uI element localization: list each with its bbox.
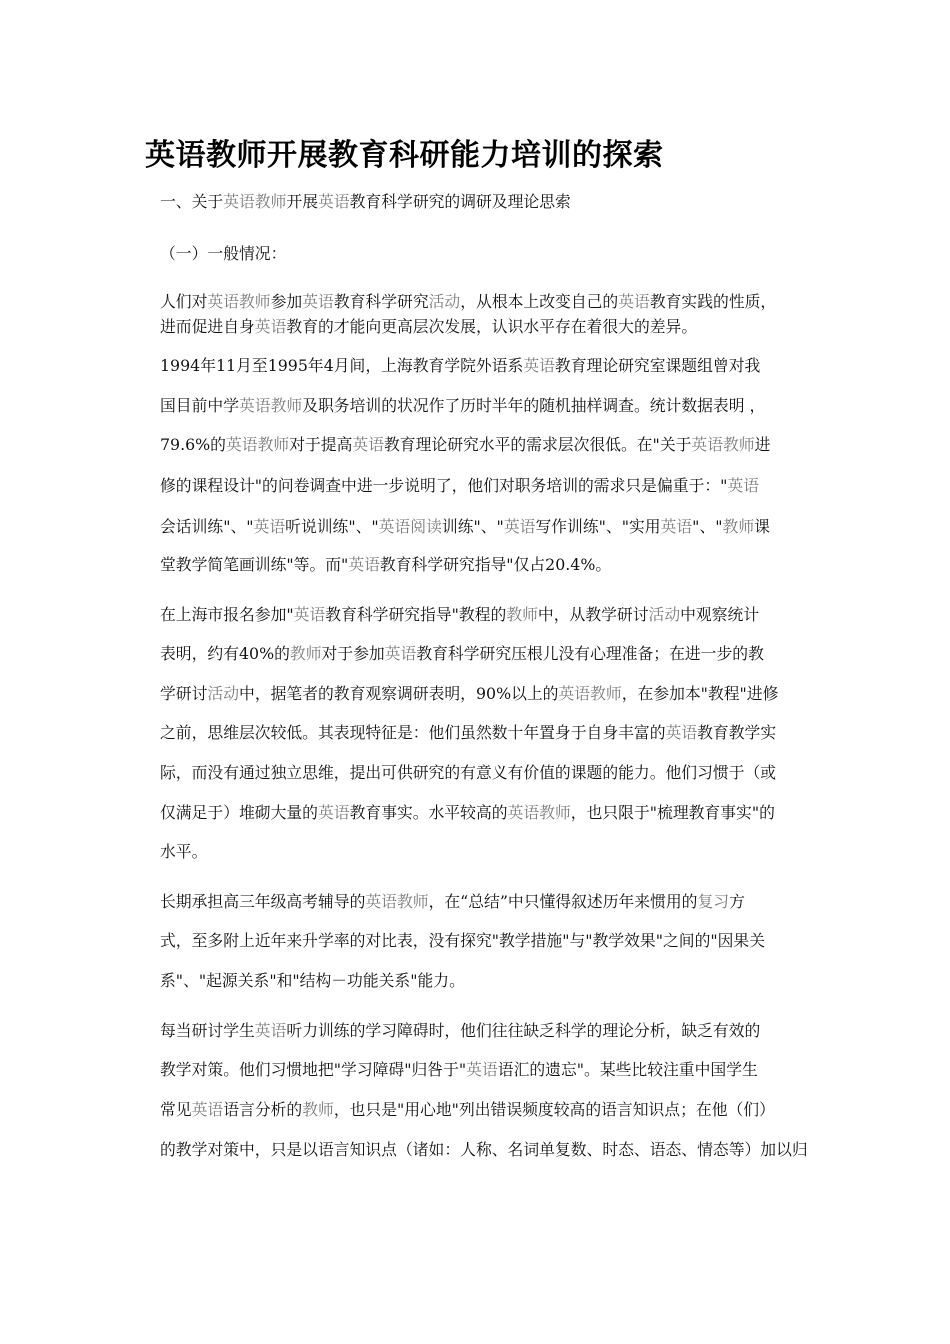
paragraph-line: 仅满足于）堆砌大量的英语教育事实。水平较高的英语教师，也只限于"梳理教育事实"的 [160,803,775,822]
paragraph-line: 在上海市报名参加"英语教育科学研究指导"教程的教师中，从教学研讨活动中观察统计 [160,605,760,624]
paragraph-line: 学研讨活动中，据笔者的教育观察调研表明，90%以上的英语教师，在参加本"教程"进修 [160,684,779,703]
paragraph-line: 人们对英语教师参加英语教育科学研究活动，从根本上改变自己的英语教育实践的性质， [160,292,777,311]
paragraph-line: 常见英语语言分析的教师，也只是"用心地"列出错误频度较高的语言知识点；在他（们） [160,1100,775,1119]
paragraph-line: 修的课程设计"的问卷调查中进一步说明了，他们对职务培训的需求只是偏重于："英语 [160,476,760,495]
paragraph-line: 系"、"起源关系"和"结构－功能关系"能力。 [160,971,465,990]
subsection-heading: （一）一般情况： [160,244,287,263]
paragraph-line: 进而促进自身英语教育的才能向更高层次发展，认识水平存在着很大的差异。 [160,317,698,336]
paragraph-line: 长期承担高三年级高考辅导的英语教师，在“总结”中只懂得叙述历年来惯用的复习方 [160,892,745,911]
paragraph-line: 的教学对策中，只是以语言知识点（诸如：人称、名词单复数、时态、语态、情态等）加以归 [160,1140,808,1159]
document-title: 英语教师开展教育科研能力培训的探索 [145,138,664,173]
paragraph-line: 每当研讨学生英语听力训练的学习障碍时，他们往往缺乏科学的理论分析，缺乏有效的 [160,1021,761,1040]
paragraph-line: 水平。 [160,842,208,861]
paragraph-line: 79.6%的英语教师对于提高英语教育理论研究水平的需求层次很低。在"关于英语教师进 [160,435,771,454]
paragraph-line: 际，而没有通过独立思维，提出可供研究的有意义有价值的课题的能力。他们习惯于（或 [160,763,777,782]
paragraph-line: 堂教学简笔画训练"等。而"英语教育科学研究指导"仅占20.4%。 [160,555,612,574]
section-heading: 一、关于英语教师开展英语教育科学研究的调研及理论思索 [160,192,571,211]
paragraph-line: 教学对策。他们习惯地把"学习障碍"归咎于"英语语汇的遗忘"。某些比较注重中国学生 [160,1060,758,1079]
paragraph-line: 会话训练"、"英语听说训练"、"英语阅读训练"、"英语写作训练"、"实用英语"、"教师课 [160,517,770,536]
paragraph-line: 1994年11月至1995年4月间，上海教育学院外语系英语教育理论研究室课题组曾对我 [160,356,761,375]
paragraph-line: 表明，约有40%的教师对于参加英语教育科学研究压根儿没有心理准备；在进一步的教 [160,644,764,663]
paragraph-line: 之前，思维层次较低。其表现特征是：他们虽然数十年置身于自身丰富的英语教育教学实 [160,723,777,742]
paragraph-line: 国目前中学英语教师及职务培训的状况作了历时半年的随机抽样调查。统计数据表明 ， [160,396,766,415]
paragraph-line: 式，至多附上近年来升学率的对比表，没有探究"教学措施"与"教学效果"之间的"因果关 [160,931,766,950]
